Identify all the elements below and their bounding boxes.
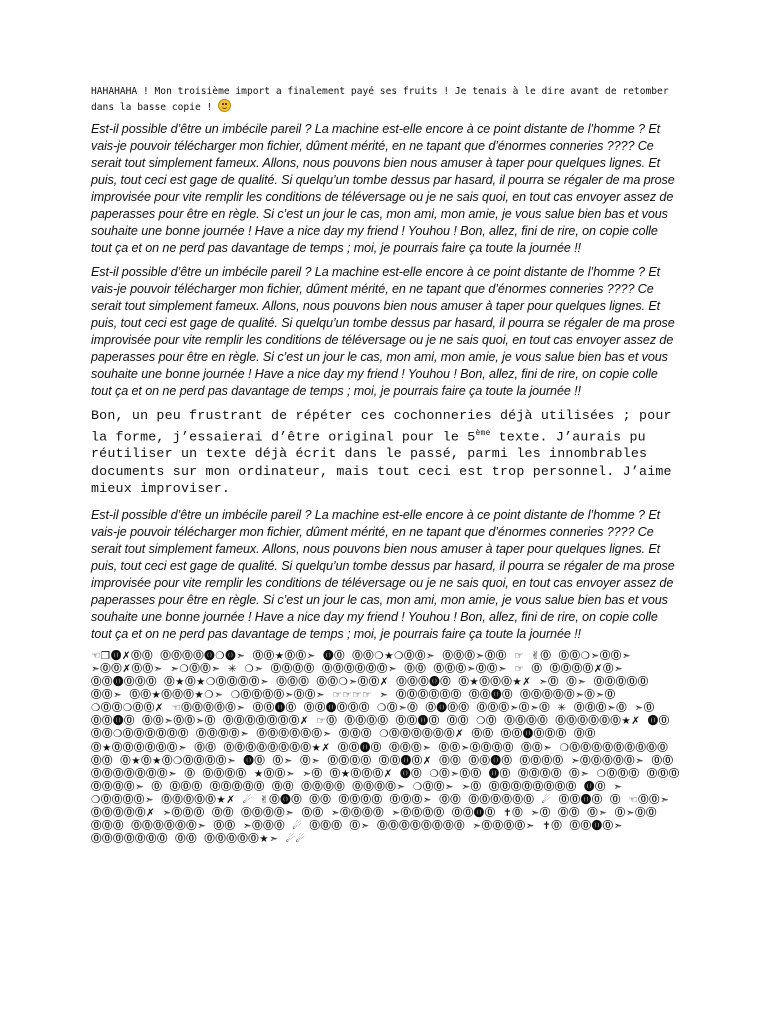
italic-paragraph-1: Est-il possible d’être un imbécile pareil ? La machine est-elle encore à ce point distante de l’homme ? Et vais-je pouvoir télécharger mon fichier, dûment mérité, en ne tapant que d’énormes conneries ???? Ce serait tout simplement fameux. Allons, nous pouvons bien nous amuser à taper pour quelques lignes. Et puis, tout ceci est gage de qualité. Si quelqu’un tombe dessus par hasard, il pourra se régaler de ma prose improvisée pour vite remplir les conditions de téléversage ou je ne sais quoi, en tout cas envoyer assez de paperasses pour être en règle. Si c’est un jour le cas, mon ami, mon amie, je vous salue bien bas et vous souhaite une bonne journée ! Have a nice day my friend ! Youhou ! Bon, allez, fini de rire, on copie colle tout ça et on ne perd pas davantage de temps ; moi, je pourrais faire ça toute la journée !! [91,122,675,255]
document-page [91,84,681,846]
smiling-face-icon [218,99,231,112]
italic-paragraph-2: Est-il possible d’être un imbécile pareil ? La machine est-elle encore à ce point distante de l’homme ? Et vais-je pouvoir télécharger mon fichier, dûment mérité, en ne tapant que d’énormes conneries ???? Ce serait tout simplement fameux. Allons, nous pouvons bien nous amuser à taper pour quelques lignes. Et puis, tout ceci est gage de qualité. Si quelqu’un tombe dessus par hasard, il pourra se régaler de ma prose improvisée pour vite remplir les conditions de téléversage ou je ne sais quoi, en tout cas envoyer assez de paperasses pour être en règle. Si c’est un jour le cas, mon ami, mon amie, je vous salue bien bas et vous souhaite une bonne journée ! Have a nice day my friend ! Youhou ! Bon, allez, fini de rire, on copie colle tout ça et on ne perd pas davantage de temps ; moi, je pourrais faire ça toute la journée !! [91,265,675,398]
mono-paragraph [91,407,681,498]
mono-paragraph-start: Bon, un peu frustrant de répéter ces cochonneries déjà utilisées ; pour la forme, j’essaierai d’être original pour le 5 [91,408,672,444]
intro-text: HAHAHAHA ! Mon troisième import a finalement payé ses fruits ! Je tenais à le dire avant de retomber dans la basse copie ! [91,86,669,113]
italic-paragraph-3: Est-il possible d’être un imbécile pareil ? La machine est-elle encore à ce point distante de l’homme ? Et vais-je pouvoir télécharger mon fichier, dûment mérité, en ne tapant que d’énormes conneries ???? Ce serait tout simplement fameux. Allons, nous pouvons bien nous amuser à taper pour quelques lignes. Et puis, tout ceci est gage de qualité. Si quelqu’un tombe dessus par hasard, il pourra se régaler de ma prose improvisée pour vite remplir les conditions de téléversage ou je ne sais quoi, en tout cas envoyer assez de paperasses pour être en règle. Si c’est un jour le cas, mon ami, mon amie, je vous salue bien bas et vous souhaite une bonne journée ! Have a nice day my friend ! Youhou ! Bon, allez, fini de rire, on copie colle tout ça et on ne perd pas davantage de temps ; moi, je pourrais faire ça toute la journée !! [91,507,675,641]
symbol-font-paragraph: ☜❒⓿✗⓪⓪ ⓪⓪⓪⓪⓿❍⓿➣ ⓪⓪★⓪⓪➣ ⓿⓪ ⓪⓪❍★❍⓪⓪➣ ⓪⓪⓪➣⓪⓪ ☞ ✌⓪ ⓪⓪❍➣⓪⓪➣ ➣⓪⓪✗⓪⓪➣ ➣❍⓪⓪➣ ✳ ❍➣ ⓪⓪⓪⓪ ⓪⓪⓪⓪⓪⓪➣ ⓪⓪ ⓪⓪⓪➣⓪⓪➣ ☞ ⓪ ⓪⓪⓪⓪✗⓪➣ ⓪⓪⓿⓪⓪⓪ ⓪★⓪★❍⓪⓪⓪⓪➣ ⓪⓪⓪ ⓪⓪❍➣⓪⓪✗ ⓪⓪⓪⓿⓪ ⓪★⓪⓪⓪★✗ ➣⓪ ⓪➣ ⓪⓪⓪⓪⓪ ⓪⓪➣ ⓪⓪★⓪⓪⓪★❍➣ ❍⓪⓪⓪⓪➣⓪⓪➣ ☞☞☞☞ ➣ ⓪⓪⓪⓪⓪⓪ ⓪⓪⓿⓪ ⓪⓪⓪⓪⓪➣⓪➣⓪ ❍⓪⓪❍⓪⓪✗ ☜⓪⓪⓪⓪⓪➣ ⓪⓪⓿⓪ ⓪⓪⓿⓪⓪⓪ ❍⓪➣⓪ ⓪⓿⓪⓪ ⓪⓪⓪➣⓪➣⓪ ✳ ⓪⓪⓪➣⓪ ➣⓪ ⓪⓪⓿⓪ ⓪⓪➣⓪⓪➣⓪ ⓪⓪⓪⓪⓪⓪⓪✗ ☞⓪ ⓪⓪⓪⓪ ⓪⓪⓿⓪ ⓪⓪ ❍⓪ ⓪⓪⓪⓪ ⓪⓪⓪⓪⓪⓪★✗ ⓿⓪ ⓪⓪❍⓪⓪⓪⓪⓪⓪ ⓪⓪⓪⓪➣ ⓪⓪⓪⓪⓪⓪➣ ⓪⓪⓪ ❍⓪⓪⓪⓪⓪⓪✗ ⓪⓪ ⓪⓪⓿⓪⓪⓪ ⓪⓪ ⓪★⓪⓪⓪⓪⓪⓪➣ ⓪⓪ ⓪⓪⓪⓪⓪⓪⓪⓪★✗ ⓪⓪⓿⓪ ⓪⓪⓪➣ ⓪⓪➣⓪⓪⓪⓪ ⓪⓪➣ ❍⓪⓪⓪⓪⓪⓪⓪⓪⓪ ⓪⓪ ⓪★⓪★⓪❍⓪⓪⓪⓪➣ ⓿⓪ ⓪➣ ⓪➣ ⓪⓪⓪⓪ ⓪⓪⓿⓪✗ ⓪⓪ ⓪⓪⓿⓪ ⓪⓪⓪⓪ ➣⓪⓪⓪⓪⓪➣ ⓪⓪ ⓪⓪⓪⓪⓪⓪⓪➣ ⓪ ⓪⓪⓪⓪ ★⓪⓪➣ ➣⓪ ⓪★⓪⓪⓪✗ ⓿⓪ ❍⓪➣⓪⓪ ⓿⓪ ⓪⓪⓪⓪ ⓪➣ ❍⓪⓪⓪ ⓪⓪⓪ ⓪⓪⓪⓪➣ ⓪ ⓪⓪⓪ ⓪⓪⓪⓪⓪ ⓪⓪ ⓪⓪⓪⓪ ⓪⓪⓪⓪➣ ❍⓪⓪➣ ➣⓪ ⓪⓪⓪⓪⓪⓪⓪⓪ ⓿⓪ ➣ ❍⓪⓪⓪⓪➣ ⓪⓪⓪⓪⓪★✗ ☄ ✌⓪⓿⓪ ⓪⓪ ⓪⓪⓪⓪ ⓪⓪⓪➣ ⓪⓪ ⓪⓪⓪⓪⓪⓪ ☄ ⓪⓪⓿⓪ ⓪ ☜⓪⓪➣ ⓪⓪⓪⓪⓪✗ ➣⓪⓪⓪ ⓪⓪ ⓪⓪⓪⓪➣ ⓪⓪ ➣⓪⓪⓪⓪ ➣⓪⓪⓪⓪ ⓪⓪⓿⓪ ✝⓪ ➣⓪ ⓪⓪ ⓪➣ ⓪➣⓪⓪ ⓪⓪⓪ ⓪⓪⓪⓪⓪⓪➣ ⓪⓪ ➣⓪⓪⓪ ☄ ⓪⓪⓪ ⓪➣ ⓪⓪⓪⓪⓪⓪⓪⓪ ➣⓪⓪⓪⓪➣ ✝⓪ ⓪⓪⓿⓪➣ ⓪⓪⓪⓪⓪⓪⓪ ⓪⓪ ⓪⓪⓪⓪⓪★➣ ☄☄ [91,649,680,846]
mono-paragraph-end: texte. J’aurais pu réutiliser un texte déjà écrit dans le passé, parmi les innombrables documents sur mon ordinateur, mais tout ceci est trop personnel. J’aime mieux improviser. [91,428,672,497]
intro-paragraph [91,84,681,115]
ordinal-suffix: ème [475,428,491,438]
